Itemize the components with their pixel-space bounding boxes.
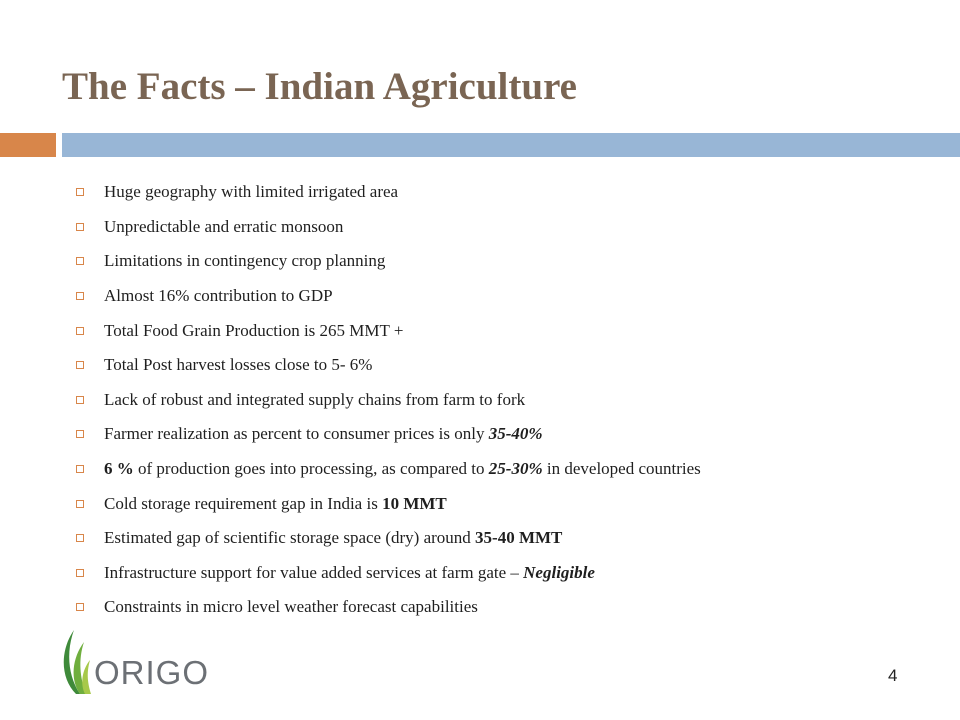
title-accent-bar-blue: [62, 133, 960, 157]
bullet-text-run: Infrastructure support for value added services at farm gate –: [104, 562, 524, 582]
bullet-text-run: Limitations in contingency crop planning: [104, 251, 386, 271]
logo-wordmark: ORIGO: [94, 654, 210, 691]
bullet-text-run: 35-40 MMT: [475, 528, 563, 548]
bullet-item: [76, 313, 701, 348]
bullet-text-run: Total Food Grain Production is 265 MMT +: [104, 320, 404, 340]
bullet-text-run: Total Post harvest losses close to 5- 6%: [104, 355, 373, 375]
bullet-text-run: of production goes into processing, as compared to: [133, 459, 489, 479]
bullet-text-run: Constraints in micro level weather forecast capabilities: [104, 597, 478, 617]
bullet-text-run: 6 %: [104, 459, 134, 479]
bullet-text: [104, 459, 701, 479]
slide-title: The Facts – Indian Agriculture: [62, 65, 577, 108]
bullet-item: [76, 452, 701, 487]
bullet-text: [104, 597, 478, 617]
bullet-square-icon: [76, 465, 84, 473]
bullet-item: [76, 175, 701, 210]
bullet-item: [76, 210, 701, 245]
bullet-text: [104, 390, 525, 410]
bullet-text: [104, 321, 403, 341]
bullet-text-run: Almost 16% contribution to GDP: [104, 286, 333, 306]
bullet-text-run: in developed countries: [542, 459, 701, 479]
bullet-text-run: Lack of robust and integrated supply chains from farm to fork: [104, 389, 526, 409]
page-number: 4: [888, 666, 898, 685]
bullet-text: [104, 251, 385, 271]
bullet-text: [104, 217, 343, 237]
origo-logo: [58, 628, 208, 696]
bullet-list: [76, 175, 701, 625]
bullet-text-run: 25-30%: [488, 459, 543, 479]
bullet-text-run: Cold storage requirement gap in India is: [104, 493, 383, 513]
bullet-square-icon: [76, 603, 84, 611]
bullet-text-run: Huge geography with limited irrigated area: [104, 182, 399, 202]
bullet-square-icon: [76, 292, 84, 300]
bullet-text-run: Farmer realization as percent to consumer prices is only: [104, 424, 489, 444]
bullet-item: [76, 556, 701, 591]
bullet-text: [104, 355, 372, 375]
bullet-text: [104, 286, 333, 306]
bullet-square-icon: [76, 500, 84, 508]
bullet-text-run: Unpredictable and erratic monsoon: [104, 216, 344, 236]
bullet-square-icon: [76, 188, 84, 196]
bullet-square-icon: [76, 396, 84, 404]
bullet-text-run: 10 MMT: [382, 493, 447, 513]
leaf-logo-icon: [58, 628, 98, 696]
bullet-text-run: Estimated gap of scientific storage space (dry) around: [104, 528, 476, 548]
bullet-text: [104, 182, 398, 202]
bullet-square-icon: [76, 569, 84, 577]
bullet-text-run: 35-40%: [488, 424, 543, 444]
bullet-square-icon: [76, 257, 84, 265]
bullet-item: [76, 279, 701, 314]
bullet-item: [76, 348, 701, 383]
bullet-square-icon: [76, 223, 84, 231]
bullet-square-icon: [76, 534, 84, 542]
bullet-square-icon: [76, 327, 84, 335]
bullet-item: [76, 521, 701, 556]
bullet-item: [76, 244, 701, 279]
bullet-square-icon: [76, 430, 84, 438]
bullet-square-icon: [76, 361, 84, 369]
bullet-text: [104, 528, 562, 548]
bullet-text: [104, 424, 543, 444]
bullet-text: [104, 494, 447, 514]
bullet-item: [76, 590, 701, 625]
title-accent-bar-orange: [0, 133, 56, 157]
bullet-item: [76, 417, 701, 452]
bullet-item: [76, 383, 701, 418]
bullet-text: [104, 563, 595, 583]
bullet-item: [76, 486, 701, 521]
bullet-text-run: Negligible: [523, 562, 595, 582]
